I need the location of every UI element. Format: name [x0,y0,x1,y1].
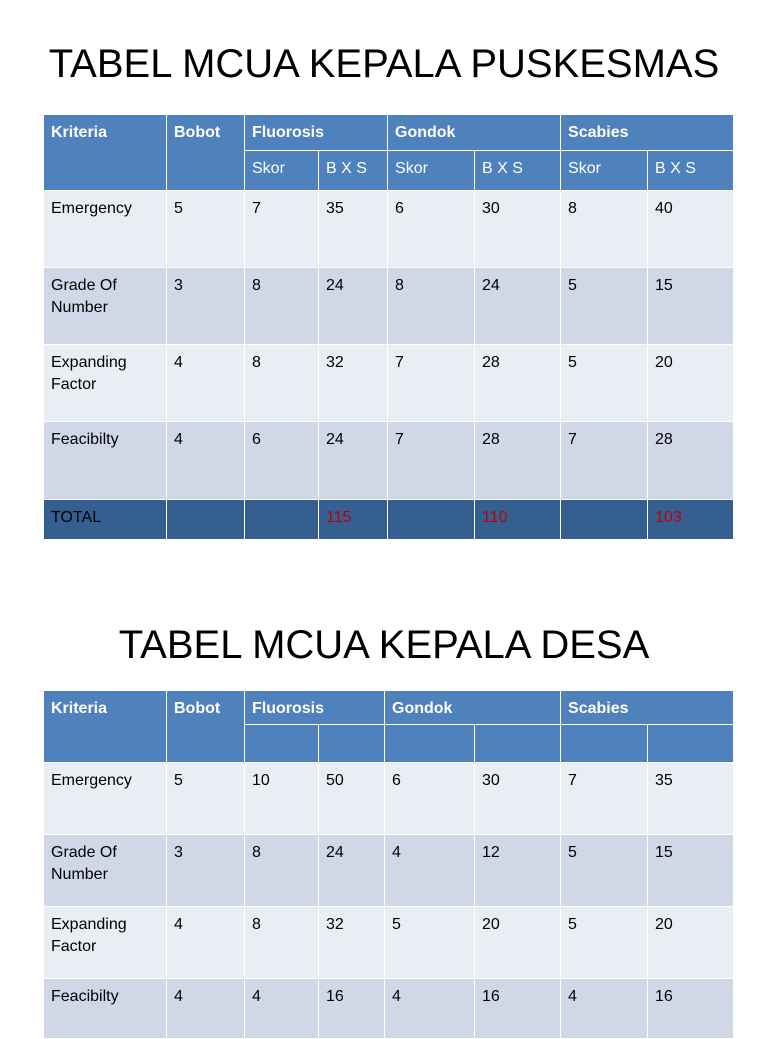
cell-fluorosis-skor: 7 [245,191,319,268]
header-gondok: Gondok [388,115,561,151]
cell-gondok-bxs: 28 [475,345,561,422]
total-scabies: 103 [648,500,734,540]
cell-kriteria: Grade Of Number [44,835,167,907]
subheader-bxs: B X S [648,151,734,191]
cell-kriteria: Emergency [44,191,167,268]
total-empty [245,500,319,540]
subheader-empty [385,725,475,763]
cell-gondok-skor: 4 [385,835,475,907]
cell-bobot: 3 [167,268,245,345]
cell-fluorosis-bxs: 50 [319,763,385,835]
cell-gondok-bxs: 24 [475,268,561,345]
cell-scabies-skor: 5 [561,907,648,979]
table-row [44,268,734,345]
cell-fluorosis-skor: 8 [245,907,319,979]
mcua-table-desa [43,690,734,1039]
cell-kriteria: Feacibilty [44,422,167,500]
header-bobot: Bobot [167,691,245,763]
cell-gondok-skor: 8 [388,268,475,345]
table-row [44,422,734,500]
table-row [44,907,734,979]
cell-gondok-skor: 6 [385,763,475,835]
cell-fluorosis-bxs: 24 [319,422,388,500]
subheader-bxs: B X S [475,151,561,191]
cell-bobot: 4 [167,345,245,422]
cell-kriteria: Expanding Factor [44,907,167,979]
cell-kriteria: Feacibilty [44,979,167,1039]
header-gondok: Gondok [385,691,561,725]
subheader-skor: Skor [388,151,475,191]
cell-scabies-bxs: 20 [648,345,734,422]
cell-kriteria: Expanding Factor [44,345,167,422]
cell-fluorosis-skor: 10 [245,763,319,835]
total-gondok: 110 [475,500,561,540]
total-empty [561,500,648,540]
subheader-empty [245,725,319,763]
cell-fluorosis-bxs: 35 [319,191,388,268]
cell-scabies-skor: 8 [561,191,648,268]
total-label: TOTAL [44,500,167,540]
cell-kriteria: Grade Of Number [44,268,167,345]
cell-bobot: 4 [167,979,245,1039]
cell-fluorosis-skor: 6 [245,422,319,500]
cell-scabies-bxs: 15 [648,835,734,907]
cell-scabies-skor: 5 [561,835,648,907]
subheader-skor: Skor [245,151,319,191]
table-row [44,835,734,907]
cell-gondok-bxs: 28 [475,422,561,500]
cell-bobot: 4 [167,422,245,500]
table-row [44,763,734,835]
cell-scabies-skor: 7 [561,422,648,500]
cell-scabies-skor: 7 [561,763,648,835]
total-fluorosis: 115 [319,500,388,540]
cell-gondok-bxs: 20 [475,907,561,979]
header-bobot: Bobot [167,115,245,191]
subheader-empty [475,725,561,763]
cell-scabies-skor: 5 [561,345,648,422]
cell-bobot: 3 [167,835,245,907]
cell-scabies-bxs: 16 [648,979,734,1039]
header-scabies: Scabies [561,691,734,725]
total-empty [388,500,475,540]
cell-kriteria: Emergency [44,763,167,835]
cell-gondok-skor: 7 [388,345,475,422]
cell-gondok-bxs: 30 [475,763,561,835]
cell-fluorosis-bxs: 24 [319,835,385,907]
cell-scabies-skor: 5 [561,268,648,345]
cell-fluorosis-bxs: 16 [319,979,385,1039]
cell-fluorosis-skor: 8 [245,345,319,422]
cell-scabies-bxs: 40 [648,191,734,268]
page-title-desa: TABEL MCUA KEPALA DESA [118,623,650,667]
cell-scabies-bxs: 28 [648,422,734,500]
subheader-empty [561,725,648,763]
cell-scabies-bxs: 20 [648,907,734,979]
subheader-bxs: B X S [319,151,388,191]
table-row [44,979,734,1039]
cell-gondok-bxs: 16 [475,979,561,1039]
cell-fluorosis-skor: 4 [245,979,319,1039]
cell-scabies-skor: 4 [561,979,648,1039]
cell-fluorosis-skor: 8 [245,268,319,345]
header-kriteria: Kriteria [44,691,167,763]
cell-gondok-skor: 5 [385,907,475,979]
mcua-table-puskesmas [43,114,734,540]
total-row [44,500,734,540]
cell-fluorosis-bxs: 32 [319,345,388,422]
cell-fluorosis-bxs: 32 [319,907,385,979]
cell-gondok-skor: 4 [385,979,475,1039]
cell-gondok-bxs: 12 [475,835,561,907]
subheader-empty [648,725,734,763]
table-row [44,191,734,268]
cell-bobot: 4 [167,907,245,979]
table-row [44,345,734,422]
cell-bobot: 5 [167,763,245,835]
cell-scabies-bxs: 15 [648,268,734,345]
subheader-empty [319,725,385,763]
cell-scabies-bxs: 35 [648,763,734,835]
page-title-puskesmas: TABEL MCUA KEPALA PUSKESMAS [48,42,720,86]
subheader-skor: Skor [561,151,648,191]
cell-fluorosis-bxs: 24 [319,268,388,345]
total-empty [167,500,245,540]
cell-gondok-skor: 7 [388,422,475,500]
cell-bobot: 5 [167,191,245,268]
header-fluorosis: Fluorosis [245,115,388,151]
header-fluorosis: Fluorosis [245,691,385,725]
cell-gondok-bxs: 30 [475,191,561,268]
header-kriteria: Kriteria [44,115,167,191]
cell-gondok-skor: 6 [388,191,475,268]
cell-fluorosis-skor: 8 [245,835,319,907]
header-scabies: Scabies [561,115,734,151]
